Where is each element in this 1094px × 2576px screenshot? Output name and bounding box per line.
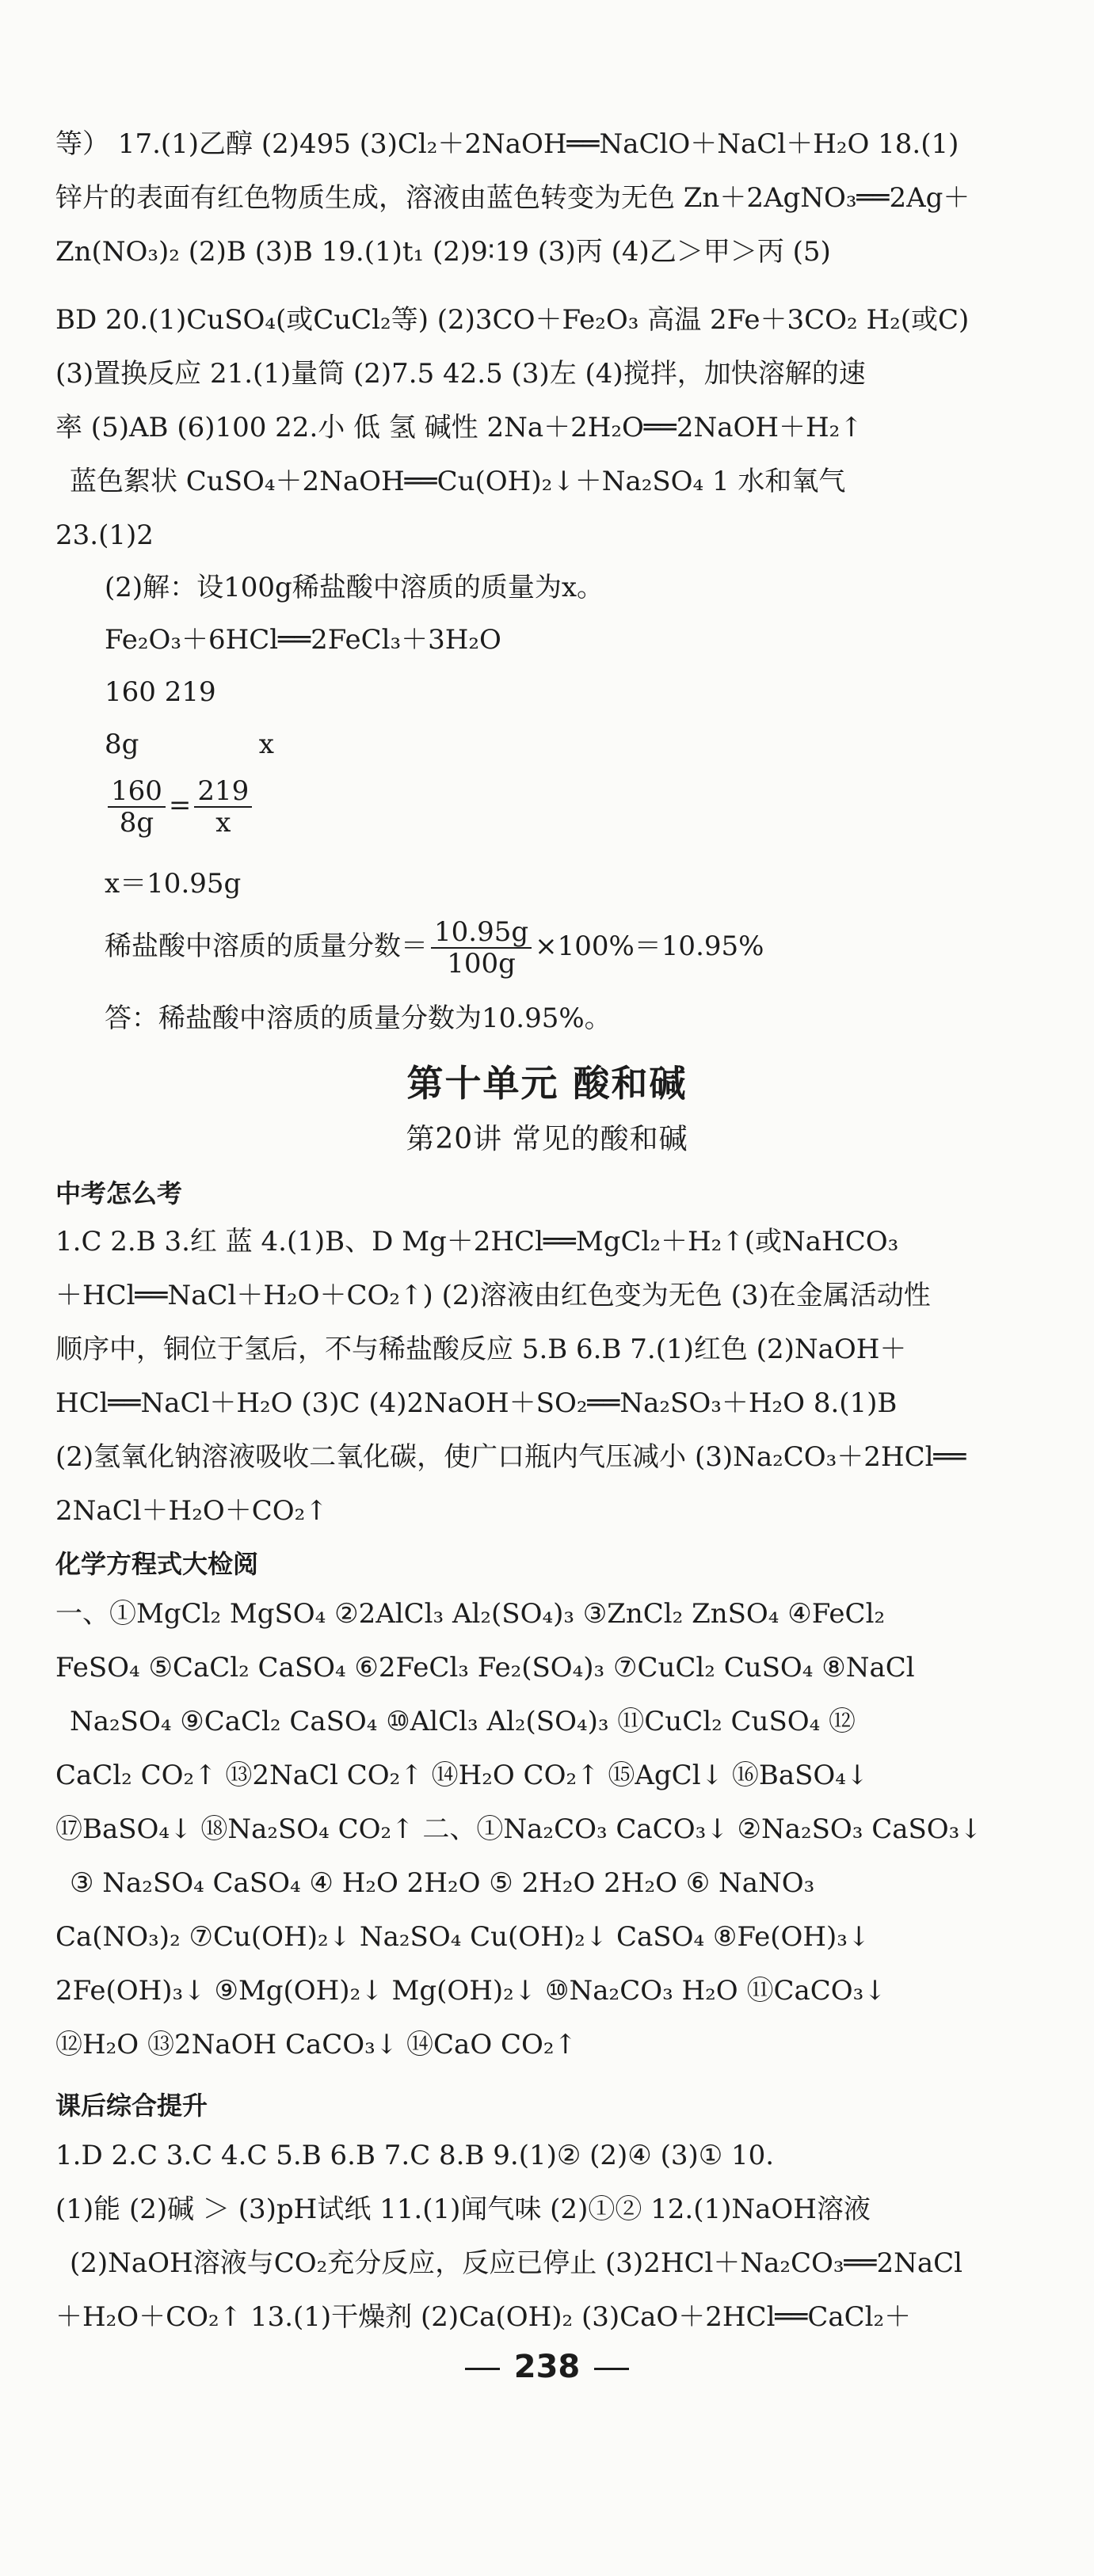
text-line: Na₂SO₄ ⑨CaCl₂ CaSO₄ ⑩AlCl₃ Al₂(SO₄)₃ ⑪CuCl₂ CuSO₄ ⑫ (70, 1706, 856, 1737)
dash-right (594, 2368, 629, 2370)
text-line: CaCl₂ CO₂↑ ⑬2NaCl CO₂↑ ⑭H₂O CO₂↑ ⑮AgCl↓ ⑯BaSO₄↓ (55, 1760, 869, 1791)
ratio-row: 8g x (105, 729, 274, 760)
fraction-label: 稀盐酸中溶质的质量分数＝ (105, 930, 428, 962)
text-line: 1.D 2.C 3.C 4.C 5.B 6.B 7.C 8.B 9.(1)② (2)④ (3)① 10. (55, 2140, 775, 2171)
text-line: FeSO₄ ⑤CaCl₂ CaSO₄ ⑥2FeCl₃ Fe₂(SO₄)₃ ⑦CuCl₂ CuSO₄ ⑧NaCl (55, 1652, 915, 1684)
text-line: 顺序中，铜位于氢后，不与稀盐酸反应 5.B 6.B 7.(1)红色 (2)NaOH＋ (55, 1334, 907, 1365)
section-heading: 化学方程式大检阅 (55, 1549, 259, 1579)
text-line: ＋H₂O＋CO₂↑ 13.(1)干燥剂 (2)Ca(OH)₂ (3)CaO＋2HCl══CaCl₂＋ (55, 2301, 912, 2333)
text-line: Zn(NO₃)₂ (2)B (3)B 19.(1)t₁ (2)9∶19 (3)丙 (4)乙＞甲＞丙 (5) (55, 236, 831, 268)
text-line: 1.C 2.B 3.红 蓝 4.(1)B、D Mg＋2HCl══MgCl₂＋H₂↑(或NaHCO₃ (55, 1226, 899, 1258)
text-line: 2Fe(OH)₃↓ ⑨Mg(OH)₂↓ Mg(OH)₂↓ ⑩Na₂CO₃ H₂O ⑪CaCO₃↓ (55, 1975, 886, 2007)
section-heading: 课后综合提升 (55, 2091, 208, 2121)
text-line: 一、①MgCl₂ MgSO₄ ②2AlCl₃ Al₂(SO₄)₃ ③ZnCl₂ ZnSO₄ ④FeCl₂ (55, 1598, 886, 1630)
text-line: 蓝色絮状 CuSO₄＋2NaOH══Cu(OH)₂↓＋Na₂SO₄ 1 水和氧气 (70, 466, 846, 497)
question-number-23: 23.(1)2 (55, 519, 154, 551)
denominator: 100g (447, 948, 516, 980)
text-line: ＋HCl══NaCl＋H₂O＋CO₂↑) (2)溶液由红色变为无色 (3)在金属活动性 (55, 1280, 931, 1311)
fraction-tail: ×100%＝10.95% (535, 930, 764, 962)
fraction (431, 917, 532, 979)
solution-answer: 答：稀盐酸中溶质的质量分数为10.95%。 (105, 1003, 612, 1034)
fraction (108, 776, 166, 838)
text-line: 率 (5)AB (6)100 22.小 低 氢 碱性 2Na＋2H₂O══2NaOH＋H₂↑ (55, 412, 863, 443)
text-line: 2NaCl＋H₂O＋CO₂↑ (55, 1495, 328, 1527)
text-line: (1)能 (2)碱 ＞ (3)pH试纸 11.(1)闻气味 (2)①② 12.(1)NaOH溶液 (55, 2194, 871, 2225)
ratio-row: 160 219 (105, 676, 216, 708)
unit-title: 第十单元 酸和碱 (406, 1062, 688, 1105)
solution-intro: (2)解：设100g稀盐酸中溶质的质量为x。 (105, 572, 604, 603)
text-line: (3)置换反应 21.(1)量筒 (2)7.5 42.5 (3)左 (4)搅拌，加快溶解的速 (55, 358, 866, 390)
section-heading: 中考怎么考 (55, 1178, 183, 1208)
text-line: Ca(NO₃)₂ ⑦Cu(OH)₂↓ Na₂SO₄ Cu(OH)₂↓ CaSO₄ ⑧Fe(OH)₃↓ (55, 1921, 871, 1953)
numerator: 10.95g (431, 917, 532, 949)
numerator: 219 (194, 776, 252, 808)
text-line: 等） 17.(1)乙醇 (2)495 (3)Cl₂＋2NaOH══NaClO＋NaCl＋H₂O 18.(1) (55, 128, 959, 160)
text-line: (2)NaOH溶液与CO₂充分反应，反应已停止 (3)2HCl＋Na₂CO₃══2NaCl (70, 2247, 963, 2279)
text-line: ③ Na₂SO₄ CaSO₄ ④ H₂O 2H₂O ⑤ 2H₂O 2H₂O ⑥ NaNO₃ (70, 1867, 815, 1899)
chemical-equation: Fe₂O₃＋6HCl══2FeCl₃＋3H₂O (105, 624, 501, 656)
text-line: ⑫H₂O ⑬2NaOH CaCO₃↓ ⑭CaO CO₂↑ (55, 2029, 577, 2060)
fraction (194, 776, 252, 838)
proportion: $\frac{160}{8g}$ = $\frac{219}{x}$ (105, 776, 255, 838)
dash-left (465, 2368, 500, 2370)
denominator: 8g (119, 807, 154, 839)
text-line: HCl══NaCl＋H₂O (3)C (4)2NaOH＋SO₂══Na₂SO₃＋H₂O 8.(1)B (55, 1387, 898, 1419)
numerator: 160 (108, 776, 166, 808)
solution-result: x＝10.95g (105, 868, 242, 900)
page-number-text: 238 (513, 2349, 581, 2385)
text-line: BD 20.(1)CuSO₄(或CuCl₂等) (2)3CO＋Fe₂O₃ 高温 2Fe＋3CO₂ H₂(或C) (55, 304, 970, 336)
mass-fraction (105, 917, 764, 979)
text-line: (2)氢氧化钠溶液吸收二氧化碳，使广口瓶内气压减小 (3)Na₂CO₃＋2HCl══ (55, 1441, 966, 1473)
text-line: ⑰BaSO₄↓ ⑱Na₂SO₄ CO₂↑ 二、①Na₂CO₃ CaCO₃↓ ②Na₂SO₃ CaSO₃↓ (55, 1813, 982, 1845)
page-number (0, 2349, 1094, 2385)
lesson-title: 第20讲 常见的酸和碱 (406, 1123, 688, 1155)
denominator: x (215, 807, 231, 839)
text-line: 锌片的表面有红色物质生成，溶液由蓝色转变为无色 Zn＋2AgNO₃══2Ag＋ (55, 182, 970, 214)
